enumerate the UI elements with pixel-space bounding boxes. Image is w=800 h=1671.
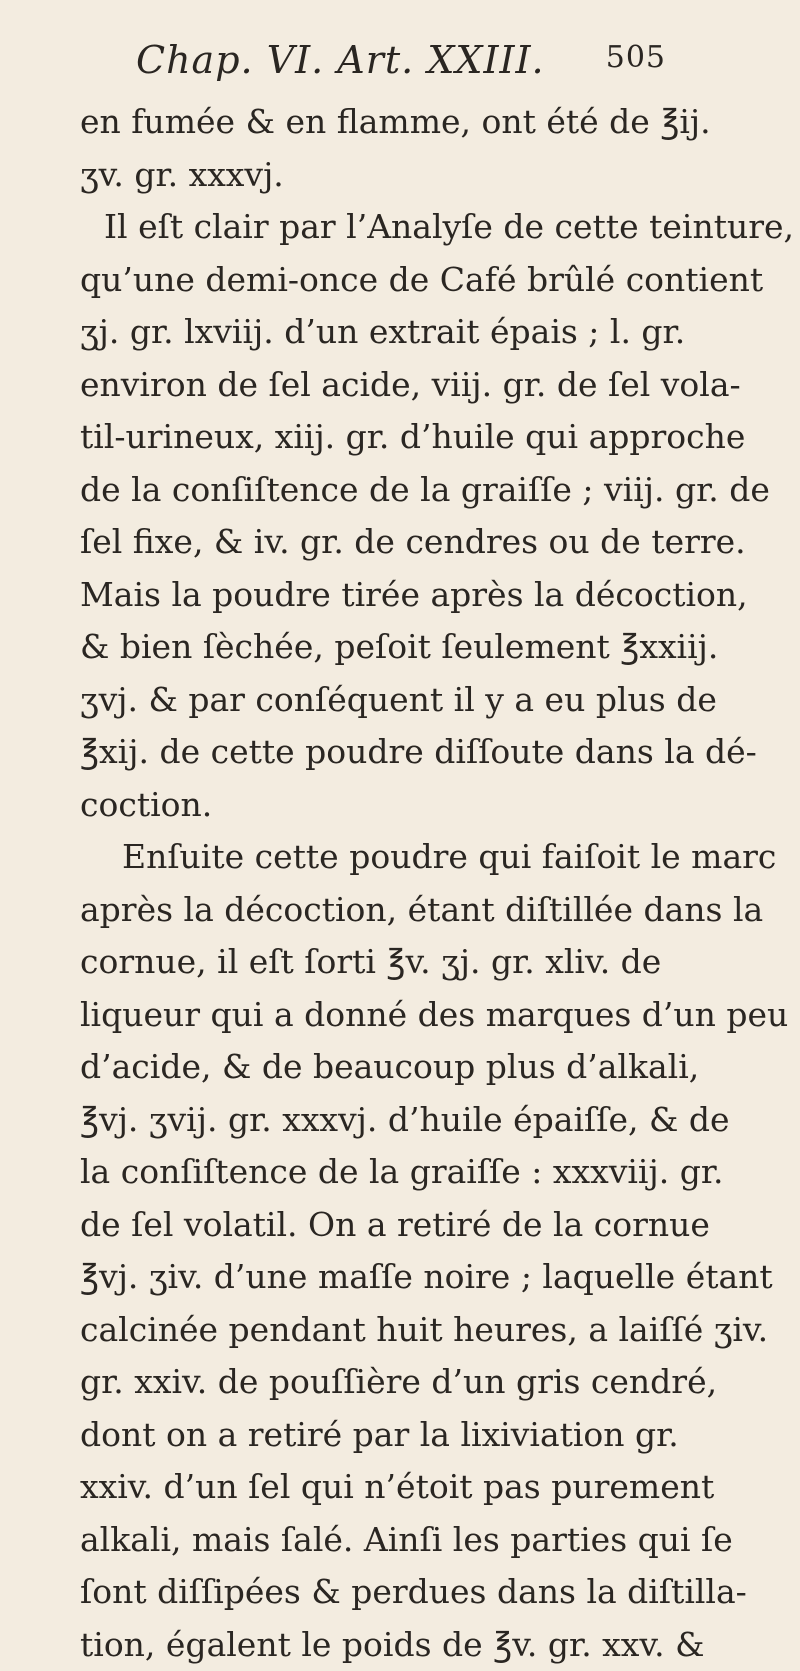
text-line: de la conſiſtence de la graiſſe ; viij. gr. de [80,464,700,517]
text-line: Mais la poudre tirée après la décoction, [80,569,700,622]
text-line: ſel fixe, & iv. gr. de cendres ou de terre. [80,516,700,569]
text-line: après la décoction, étant diſtillée dans la [80,884,700,937]
text-line: d’acide, & de beaucoup plus d’alkali, [80,1041,700,1094]
chapter-title: Chap. VI. Art. XXIII. [136,38,545,82]
paragraph-start-line: Il eſt clair par l’Analyſe de cette teinture, [80,201,700,254]
text-line: environ de ſel acide, viij. gr. de ſel vola- [80,359,700,412]
text-line: ʒv. gr. xxxvj. [80,149,700,202]
text-line: ℥vj. ʒiv. d’une maſſe noire ; laquelle étant [80,1251,700,1304]
text-line: de ſel volatil. On a retiré de la cornue [80,1199,700,1252]
text-line: dont on a retiré par la lixiviation gr. [80,1409,700,1462]
paragraph-start-line: Enſuite cette poudre qui faiſoit le marc [80,831,700,884]
text-line: coction. [80,779,700,832]
text-line: xxiv. d’un ſel qui n’étoit pas purement [80,1461,700,1514]
page-number: 505 [606,40,666,75]
body-text [80,96,700,1671]
text-line: ℥xij. de cette poudre diſſoute dans la dé- [80,726,700,779]
text-line: & bien ſèchée, peſoit ſeulement ℥xxiij. [80,621,700,674]
text-line: gr. xxiv. de pouſſière d’un gris cendré, [80,1356,700,1409]
text-line: ʒvj. & par conſéquent il y a eu plus de [80,674,700,727]
text-line: til-urineux, xiij. gr. d’huile qui approche [80,411,700,464]
text-line: la conſiſtence de la graiſſe : xxxviij. gr. [80,1146,700,1199]
text-line: en fumée & en flamme, ont été de ℥ij. [80,96,700,149]
running-head [136,38,666,90]
text-line: liqueur qui a donné des marques d’un peu [80,989,700,1042]
text-line: cornue, il eſt ſorti ℥v. ʒj. gr. xliv. de [80,936,700,989]
text-line: alkali, mais ſalé. Ainſi les parties qui ſe [80,1514,700,1567]
text-line: ℥vj. ʒvij. gr. xxxvj. d’huile épaiſſe, & de [80,1094,700,1147]
text-line: tion, égalent le poids de ℥v. gr. xxv. & [80,1619,700,1671]
text-line: ʒj. gr. lxviij. d’un extrait épais ; l. gr. [80,306,700,359]
text-line: qu’une demi-once de Café brûlé contient [80,254,700,307]
text-line: ſont diſſipées & perdues dans la diſtilla- [80,1566,700,1619]
text-line: calcinée pendant huit heures, a laiſſé ʒiv. [80,1304,700,1357]
